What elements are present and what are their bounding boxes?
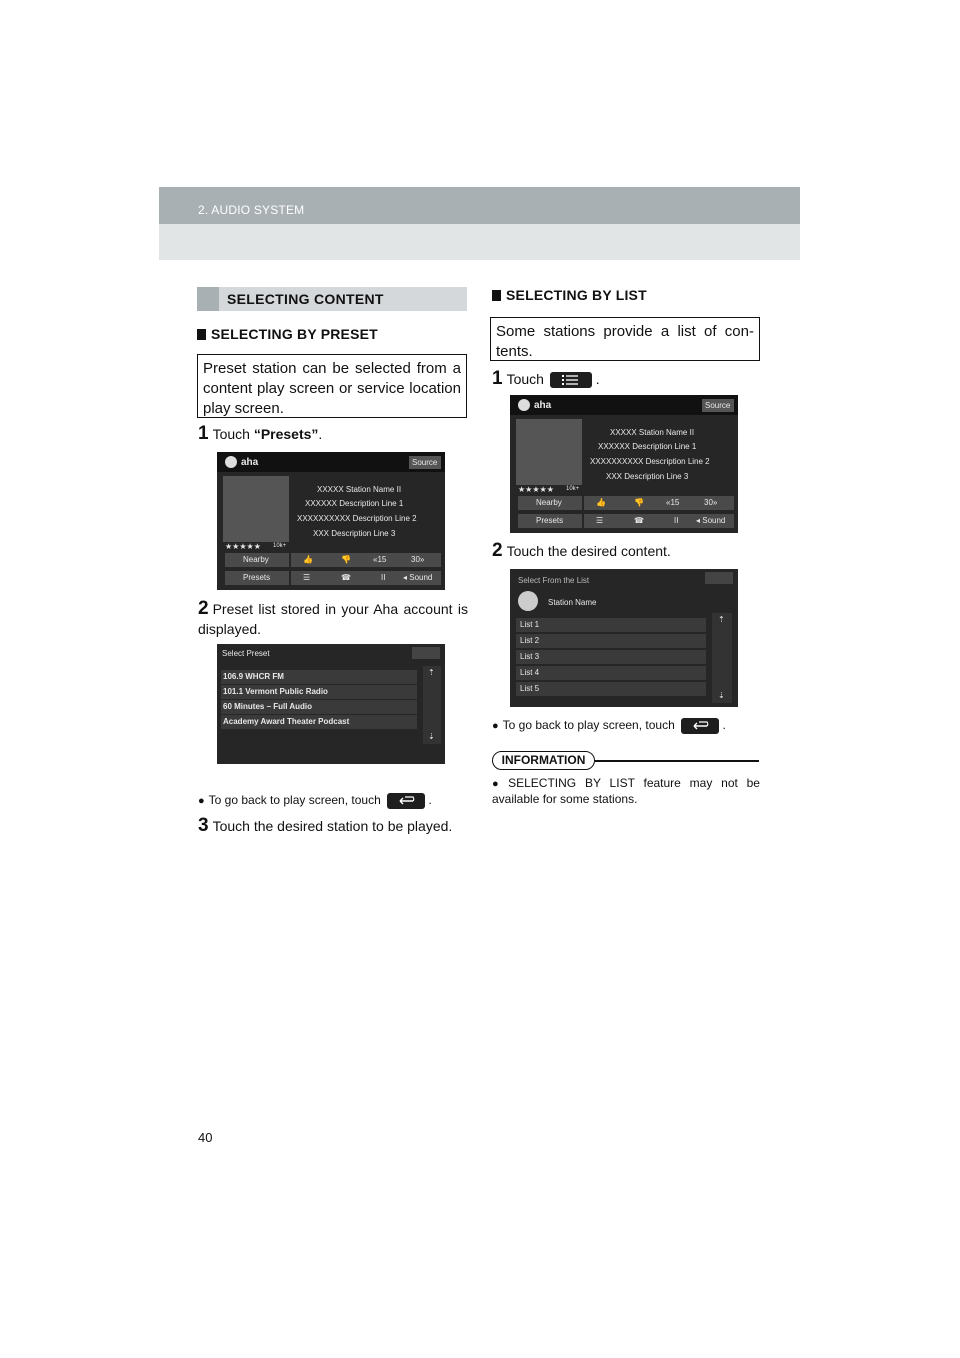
forward-30-button[interactable]: 30» bbox=[411, 555, 425, 564]
preset-item[interactable]: 60 Minutes – Full Audio bbox=[223, 702, 313, 711]
rating-stars: ★★★★★ bbox=[518, 485, 554, 494]
description-line-2: XXXXXXXXXX Description Line 2 bbox=[590, 457, 710, 466]
back-icon[interactable] bbox=[705, 572, 733, 584]
preset-item[interactable]: Academy Award Theater Podcast bbox=[223, 717, 350, 726]
step-1-list: 1 Touch . bbox=[492, 368, 600, 389]
aha-logo-text: aha bbox=[241, 457, 259, 468]
section-marker bbox=[197, 287, 219, 311]
sound-button[interactable]: ◂ Sound bbox=[403, 573, 433, 582]
scrollbar[interactable] bbox=[712, 613, 732, 703]
presets-button[interactable]: Presets bbox=[536, 516, 564, 525]
presets-button[interactable]: Presets bbox=[243, 573, 271, 582]
list-icon bbox=[550, 372, 592, 388]
thumbs-up-icon[interactable]: 👍 bbox=[596, 498, 606, 507]
list-screen-title: Select From the List bbox=[518, 576, 590, 585]
chapter-title: 2. AUDIO SYSTEM bbox=[198, 203, 305, 217]
list-item[interactable]: List 5 bbox=[520, 684, 540, 693]
nearby-button[interactable]: Nearby bbox=[243, 555, 269, 564]
preset-item[interactable]: 106.9 WHCR FM bbox=[223, 672, 284, 681]
rating-stars: ★★★★★ bbox=[225, 542, 261, 551]
rewind-15-button[interactable]: «15 bbox=[373, 555, 387, 564]
scroll-down-icon[interactable]: ⇣ bbox=[718, 691, 725, 700]
rating-count: 10k+ bbox=[566, 486, 580, 492]
list-icon[interactable]: ☰ bbox=[303, 573, 311, 582]
back-icon bbox=[387, 793, 425, 809]
description-line-2: XXXXXXXXXX Description Line 2 bbox=[297, 514, 417, 523]
list-item[interactable]: List 2 bbox=[520, 636, 540, 645]
step-1-preset: 1 Touch “Presets”. bbox=[198, 423, 323, 444]
preset-item[interactable]: 101.1 Vermont Public Radio bbox=[223, 687, 328, 696]
thumbs-down-icon[interactable]: 👎 bbox=[341, 555, 351, 564]
subheading-preset: SELECTING BY PRESET bbox=[197, 326, 378, 342]
pause-button[interactable]: II bbox=[381, 573, 386, 582]
step-2-list: 2 Touch the desired content. bbox=[492, 540, 671, 561]
station-name: XXXXX Station Name II bbox=[610, 428, 695, 437]
subheading-list: SELECTING BY LIST bbox=[492, 287, 647, 303]
information-label: INFORMATION bbox=[492, 751, 595, 770]
scroll-up-icon[interactable]: ⇡ bbox=[428, 668, 435, 677]
preset-screen-title: Select Preset bbox=[222, 649, 270, 658]
call-icon[interactable]: ☎ bbox=[634, 516, 644, 525]
scroll-down-icon[interactable]: ⇣ bbox=[428, 732, 435, 741]
section-title-bar bbox=[197, 287, 467, 311]
description-line-1: XXXXXX Description Line 1 bbox=[598, 442, 697, 451]
thumbs-down-icon[interactable]: 👎 bbox=[634, 498, 644, 507]
section-title: SELECTING CONTENT bbox=[227, 291, 384, 307]
list-item[interactable]: List 4 bbox=[520, 668, 540, 677]
aha-logo-text: aha bbox=[534, 400, 552, 411]
rewind-15-button[interactable]: «15 bbox=[666, 498, 680, 507]
list-intro-box: Some stations provide a list of con-tents. bbox=[490, 317, 760, 361]
step-3-preset: 3 Touch the desired station to be played. bbox=[198, 815, 453, 836]
album-art bbox=[223, 476, 289, 542]
forward-30-button[interactable]: 30» bbox=[704, 498, 718, 507]
description-line-1: XXXXXX Description Line 1 bbox=[305, 499, 404, 508]
note-back-preset: ● To go back to play screen, touch . bbox=[198, 793, 432, 808]
sound-button[interactable]: ◂ Sound bbox=[696, 516, 726, 525]
thumbs-up-icon[interactable]: 👍 bbox=[303, 555, 313, 564]
pause-button[interactable]: II bbox=[674, 516, 679, 525]
play-screen-right bbox=[510, 395, 738, 533]
information-text: ● SELECTING BY LIST feature may not be available for some stations. bbox=[492, 776, 760, 806]
page-number: 40 bbox=[198, 1130, 213, 1145]
nearby-button[interactable]: Nearby bbox=[536, 498, 562, 507]
description-line-3: XXX Description Line 3 bbox=[313, 529, 396, 538]
source-button[interactable]: Source bbox=[412, 458, 438, 467]
select-from-list-screen bbox=[510, 569, 738, 707]
station-name: Station Name bbox=[548, 598, 597, 607]
call-icon[interactable]: ☎ bbox=[341, 573, 351, 582]
scroll-up-icon[interactable]: ⇡ bbox=[718, 615, 725, 624]
description-line-3: XXX Description Line 3 bbox=[606, 472, 689, 481]
play-screen-left bbox=[217, 452, 445, 590]
source-button[interactable]: Source bbox=[705, 401, 731, 410]
preset-intro-box: Preset station can be selected from a content play screen or service location play screen. bbox=[197, 354, 467, 418]
header-subband bbox=[159, 224, 800, 260]
album-art bbox=[516, 419, 582, 485]
information-divider bbox=[595, 760, 759, 762]
station-icon bbox=[518, 591, 538, 611]
list-item[interactable]: List 1 bbox=[520, 620, 540, 629]
aha-logo-icon bbox=[225, 456, 237, 468]
aha-logo-icon bbox=[518, 399, 530, 411]
list-icon[interactable]: ☰ bbox=[596, 516, 604, 525]
back-icon bbox=[681, 718, 719, 734]
step-2-preset: 2 Preset list stored in your Aha account is displayed. bbox=[198, 598, 468, 637]
station-name: XXXXX Station Name II bbox=[317, 485, 402, 494]
back-icon[interactable] bbox=[412, 647, 440, 659]
list-item[interactable]: List 3 bbox=[520, 652, 540, 661]
preset-list-screen bbox=[217, 644, 445, 764]
rating-count: 10k+ bbox=[273, 543, 287, 549]
note-back-list: ● To go back to play screen, touch . bbox=[492, 718, 726, 733]
